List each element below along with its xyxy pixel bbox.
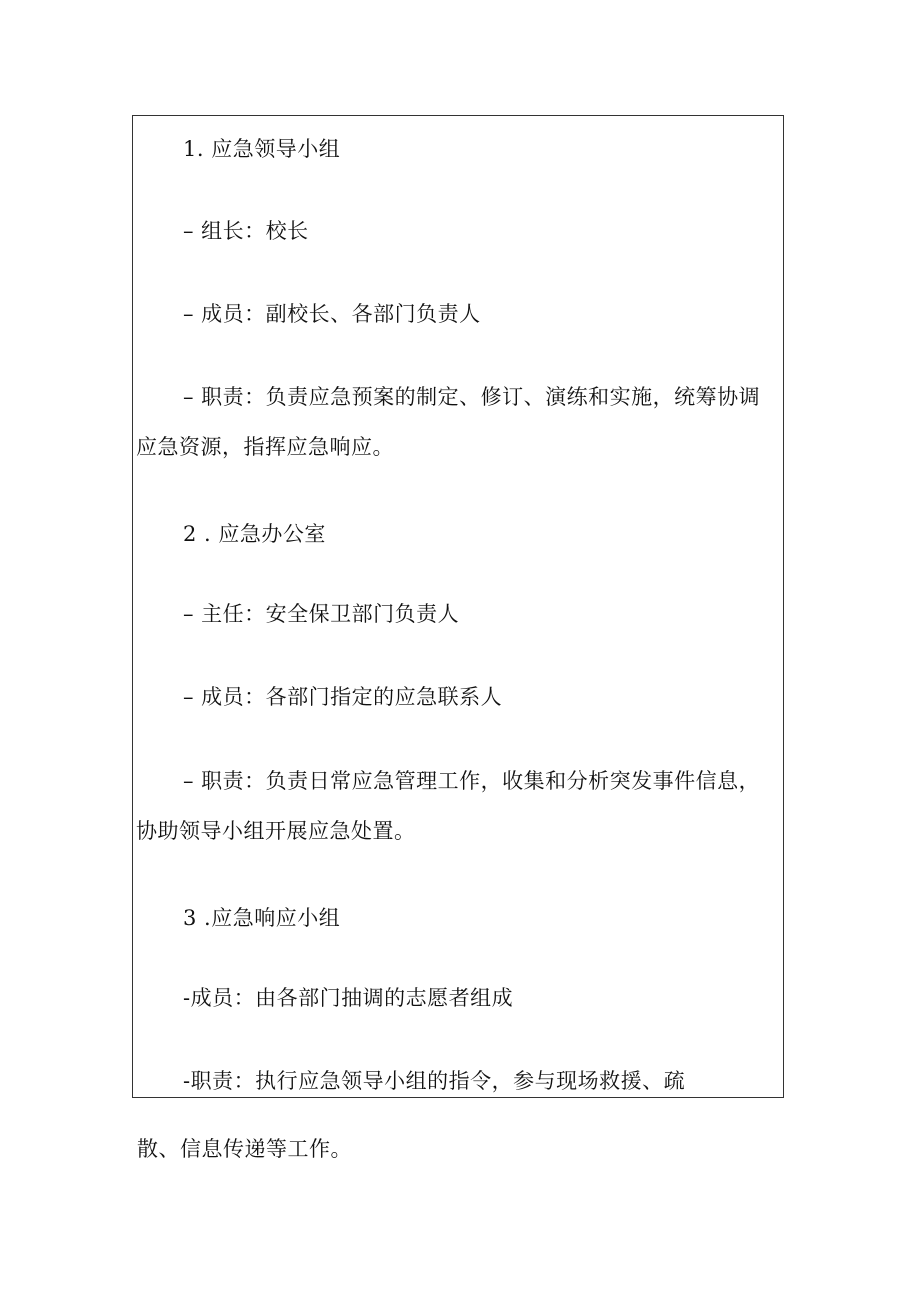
section-3-duty-line1: -职责：执行应急领导小组的指令，参与现场救援、疏 (183, 1069, 686, 1093)
section-2-members: – 成员：各部门指定的应急联系人 (183, 685, 503, 709)
section-1-duty-line2: 应急资源，指挥应急响应。 (136, 435, 394, 459)
section-2-heading: 2 . 应急办公室 (183, 522, 326, 546)
section-1-heading: 1. 应急领导小组 (183, 137, 341, 161)
section-2-director: – 主任：安全保卫部门负责人 (183, 602, 460, 626)
section-1-duty-line1: – 职责：负责应急预案的制定、修订、演练和实施，统筹协调 (183, 385, 761, 409)
section-3-members: -成员：由各部门抽调的志愿者组成 (183, 986, 514, 1010)
section-1-leader: – 组长：校长 (183, 219, 309, 243)
section-1-members: – 成员：副校长、各部门负责人 (183, 302, 481, 326)
section-2-duty-line2: 协助领导小组开展应急处置。 (136, 819, 416, 843)
section-2-duty-line1: – 职责：负责日常应急管理工作，收集和分析突发事件信息， (183, 769, 761, 793)
section-3-duty-line2: 散、信息传递等工作。 (137, 1137, 352, 1161)
section-3-heading: 3 .应急响应小组 (183, 906, 341, 930)
